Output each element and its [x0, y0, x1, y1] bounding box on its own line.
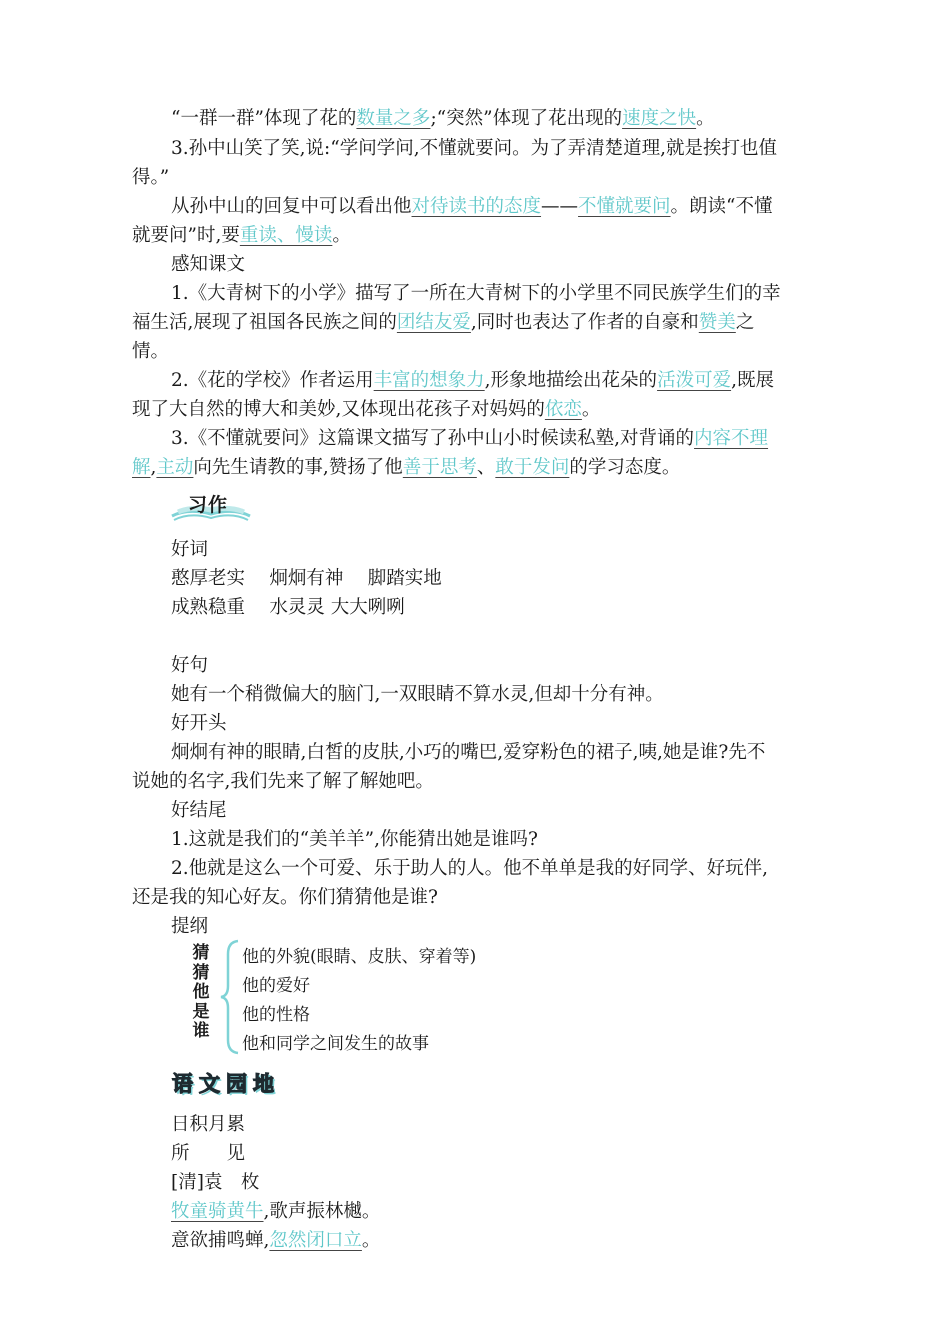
answer-blank: 主动 [156, 457, 194, 478]
text: 就要问”时,要 [132, 225, 240, 246]
text: 现了大自然的博大和美妙,又体现出花孩子对妈妈的 [132, 399, 545, 420]
poem-author: [清]袁 枚 [171, 1172, 260, 1193]
text: “一群一群”体现了花的 [171, 108, 357, 129]
brace-icon [218, 938, 244, 1056]
answer-blank: 依恋 [544, 399, 582, 420]
text: ,既展 [731, 370, 774, 391]
text: , [150, 457, 157, 478]
section-title: 习作 [188, 494, 229, 516]
text: ,歌声振林樾。 [263, 1201, 381, 1222]
outline-label-char: 猜 [192, 962, 210, 983]
text-line: 得。” [132, 167, 170, 188]
text: 的学习态度。 [569, 457, 681, 478]
text-line: 还是我的知心好友。你们猜猜他是谁? [132, 887, 438, 908]
poem-title: 所 见 [171, 1143, 246, 1164]
text-line: 憨厚老实 炯炯有神 脚踏实地 [171, 568, 442, 589]
answer-blank: 对待读书的态度 [411, 196, 542, 217]
section-banner-writing [168, 490, 254, 524]
text-line [132, 221, 832, 250]
outline-label [190, 944, 212, 1042]
text: 、 [476, 457, 496, 478]
subsection-title: 日积月累 [171, 1114, 246, 1135]
text-line: 成熟稳重 水灵灵 大大咧咧 [171, 597, 405, 618]
outline-item: 他的爱好 [242, 976, 310, 996]
text-line [171, 366, 871, 395]
text: 。 [581, 399, 601, 420]
subsection-title: 提纲 [171, 916, 209, 937]
section-title: 感知课文 [171, 254, 246, 275]
subsection-title: 好开头 [171, 713, 227, 734]
outline-label-char: 猜 [192, 943, 210, 963]
text-line: 炯炯有神的眼睛,白皙的皮肤,小巧的嘴巴,爱穿粉色的裙子,咦,她是谁?先不 [171, 742, 766, 763]
text: 3.《不懂就要问》这篇课文描写了孙中山小时候读私塾,对背诵的 [171, 428, 695, 449]
outline-label-char: 他 [192, 982, 210, 1002]
text-line: 说她的名字,我们先来了解了解她吧。 [132, 771, 434, 792]
answer-blank: 敢于发问 [495, 457, 570, 478]
text: 2.《花的学校》作者运用 [171, 370, 374, 391]
answer-blank: 内容不理 [694, 428, 769, 449]
text: 向先生请教的事,赞扬了他 [193, 457, 403, 478]
poem-line [171, 1197, 871, 1226]
text: 意欲捕鸣蝉, [171, 1230, 270, 1251]
text-line [132, 453, 832, 482]
answer-blank: 善于思考 [402, 457, 477, 478]
text: 之 [735, 312, 755, 333]
answer-blank: 赞美 [698, 312, 736, 333]
text: 从孙中山的回复中可以看出他 [171, 196, 412, 217]
text-line [132, 308, 832, 337]
outline-item: 他的外貌(眼睛、皮肤、穿着等) [242, 947, 477, 967]
outline-item: 他和同学之间发生的故事 [242, 1034, 429, 1054]
section-title-garden: 语文园地 [172, 1072, 280, 1096]
answer-blank: 团结友爱 [396, 312, 471, 333]
text-line [171, 104, 871, 133]
outline-label-char: 谁 [192, 1021, 210, 1041]
text: 。 [361, 1230, 381, 1251]
outline-label-char: 是 [192, 1001, 210, 1022]
answer-blank: 重读、慢读 [239, 225, 333, 246]
text-line [132, 395, 832, 424]
text-line: 情。 [132, 341, 170, 362]
text: 。朗读“不懂 [670, 196, 773, 217]
text-line: 3.孙中山笑了笑,说:“学问学问,不懂就要问。为了弄清楚道理,就是挨打也值 [171, 138, 777, 159]
text: ,形象地描绘出花朵的 [484, 370, 658, 391]
text: 。 [696, 108, 715, 129]
answer-blank: 活泼可爱 [657, 370, 732, 391]
text-line: 1.这就是我们的“美羊羊”,你能猜出她是谁吗? [171, 829, 538, 850]
answer-blank: 丰富的想象力 [373, 370, 485, 391]
text-line: 1.《大青树下的小学》描写了一所在大青树下的小学里不同民族学生们的幸 [171, 283, 781, 304]
text: 福生活,展现了祖国各民族之间的 [132, 312, 397, 333]
answer-blank: 数量之多 [356, 108, 431, 129]
text-line [171, 192, 871, 221]
answer-blank: 速度之快 [622, 108, 697, 129]
subsection-title: 好句 [171, 655, 209, 676]
text: 。 [332, 225, 351, 246]
subsection-title: 好词 [171, 539, 209, 560]
subsection-title: 好结尾 [171, 800, 227, 821]
text-line [171, 424, 871, 453]
text: ;“突然”体现了花出现的 [430, 108, 623, 129]
text: —— [541, 196, 579, 217]
poem-line [171, 1226, 871, 1255]
text: ,同时也表达了作者的自豪和 [470, 312, 699, 333]
answer-blank: 不懂就要问 [578, 196, 671, 217]
outline-item: 他的性格 [242, 1005, 310, 1025]
answer-blank: 忽然闭口立 [269, 1230, 362, 1251]
text-line: 2.他就是这么一个可爱、乐于助人的人。他不单单是我的好同学、好玩伴, [171, 858, 769, 879]
answer-blank: 解 [132, 457, 151, 478]
answer-blank: 牧童骑黄牛 [171, 1201, 264, 1222]
text-line: 她有一个稍微偏大的脑门,一双眼睛不算水灵,但却十分有神。 [171, 684, 664, 705]
